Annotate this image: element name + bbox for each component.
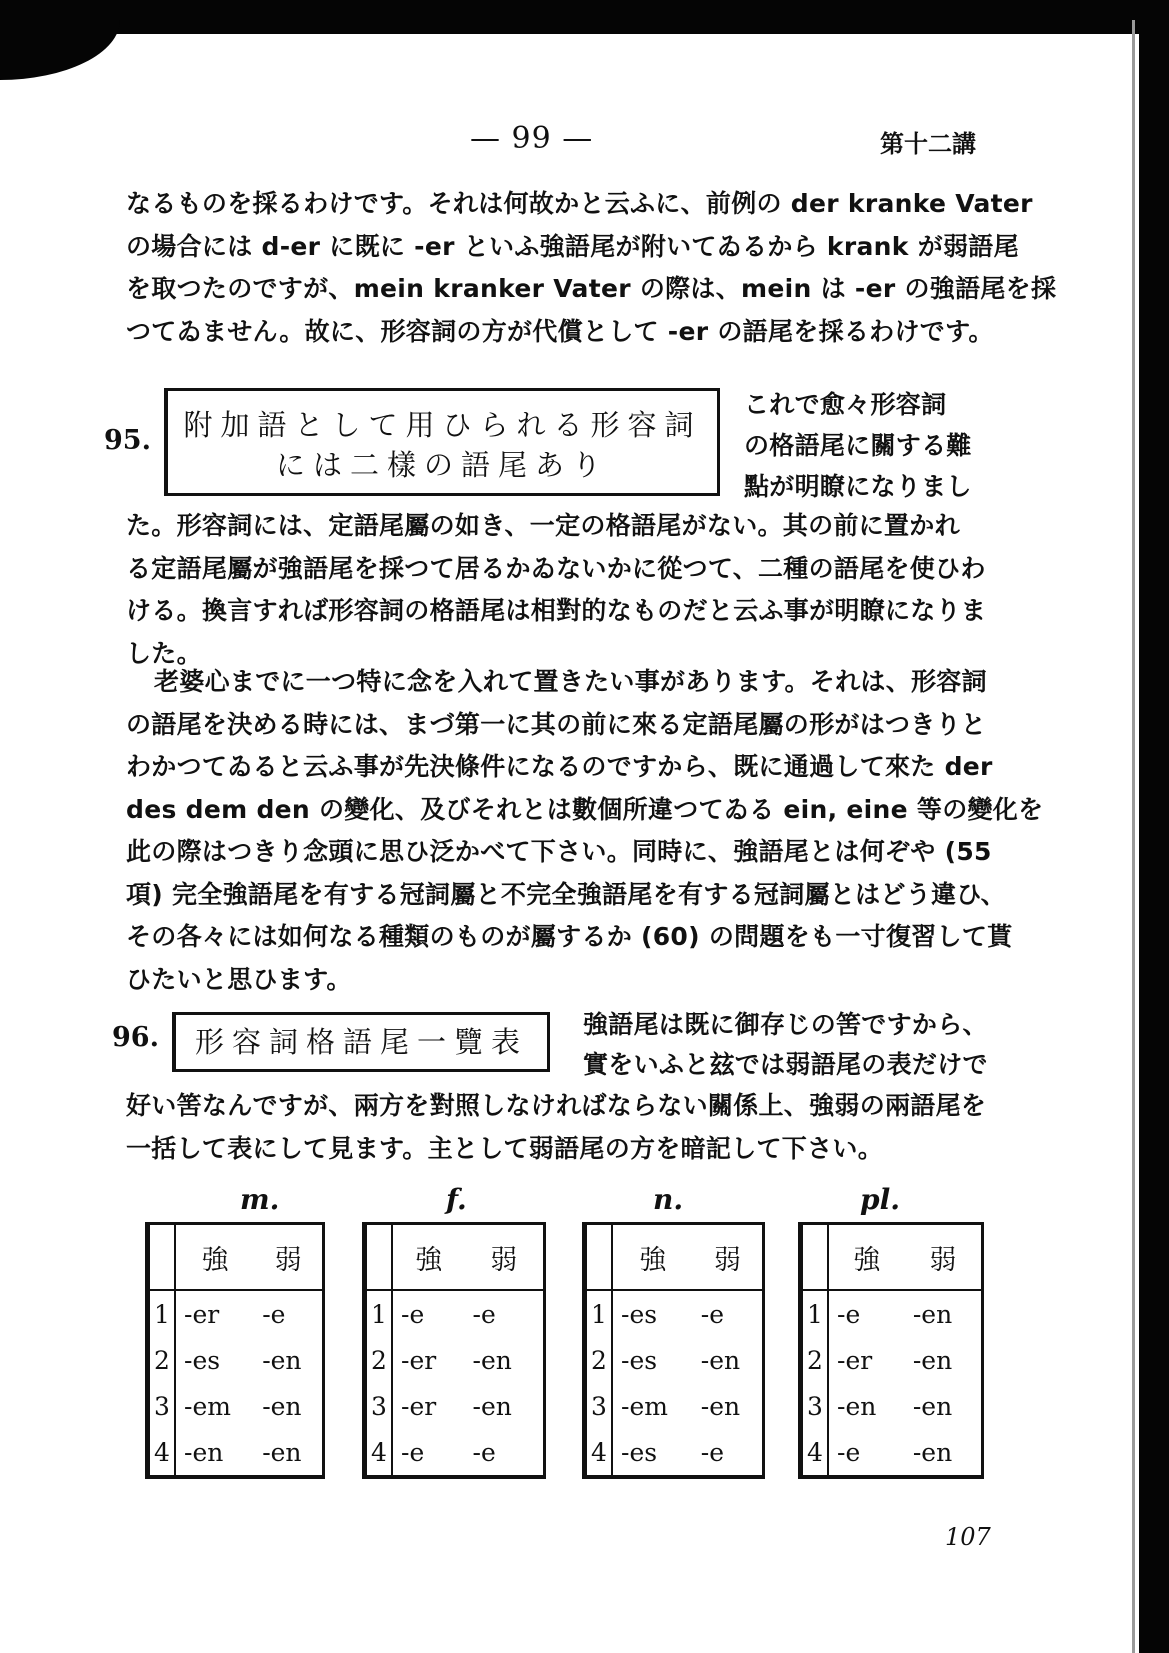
weak-header: 弱 (905, 1224, 983, 1291)
section-title-line: には二樣の語尾あり (275, 448, 609, 482)
section-number-95: 95. (104, 425, 151, 456)
table-row: 3 -em -en (148, 1383, 324, 1429)
declension-table-m (145, 1222, 325, 1479)
intro-paragraph (126, 183, 1056, 353)
weak-header: 弱 (693, 1224, 764, 1291)
table-row: 4 -e -e (365, 1429, 545, 1477)
table-row: 1 -es -e (585, 1290, 764, 1337)
declension-table-f (362, 1222, 546, 1479)
table-heading-pl: pl. (860, 1183, 900, 1216)
text-line: の語尾を決める時には、まづ第一に其の前に來る定語尾屬の形がはつきりと (126, 709, 987, 739)
section-95-paragraph-2 (126, 661, 1043, 1001)
table-row: 2 -es -en (148, 1337, 324, 1383)
section-96-body (126, 1085, 986, 1170)
table-row: 3 -em -en (585, 1383, 764, 1429)
text-line: 老婆心までに一つ特に念を入れて置きたい事があります。それは、形容詞 (154, 667, 987, 696)
table-row: 1 -e -e (365, 1290, 545, 1337)
text-line: を取つたのですが、mein kranker Vater の際は、mein は -er の強語尾を採 (126, 274, 1057, 303)
text-line: る定語尾屬が強語尾を採つて居るかゐないかに從つて、二種の語尾を使ひわ (126, 553, 986, 583)
text-line: 一括して表にして見ます。主として弱語尾の方を暗記して下さい。 (126, 1133, 884, 1163)
strong-header: 強 (612, 1224, 693, 1291)
table-row: 2 -er -en (365, 1337, 545, 1383)
text-line: des dem den の變化、及びそれとは數個所違つてゐる ein, eine 等の變化を (126, 794, 1044, 824)
text-line: の格語尾に關する難 (744, 431, 972, 460)
table-row: 1 -er -e (148, 1290, 324, 1337)
scan-corner-shadow (0, 20, 120, 80)
text-line: の場合には d-er に既に -er といふ強語尾が附いてゐるから krank が弱語尾 (126, 231, 1019, 261)
footer-page-number: 107 (945, 1523, 991, 1551)
strong-header: 強 (828, 1224, 905, 1291)
scan-edge-line (1132, 20, 1135, 1653)
text-line: わかつてゐると云ふ事が先決條件になるのですから、既に通過して來た der (126, 752, 993, 781)
text-line: 項) 完全強語尾を有する冠詞屬と不完全強語尾を有する冠詞屬とはどう違ひ、 (126, 879, 1006, 909)
section-95-title-box (164, 388, 720, 496)
strong-header: 強 (392, 1224, 465, 1291)
text-line: これで愈々形容詞 (744, 390, 947, 419)
running-page-number: — 99 — (470, 121, 594, 156)
text-line: 實をいふと玆では弱語尾の表だけで (583, 1050, 988, 1079)
table-row: 2 -er -en (801, 1337, 983, 1383)
text-line: ひたいと思ひます。 (126, 964, 352, 994)
section-title-line: 附加語として用ひられる形容詞 (183, 408, 702, 442)
section-95-side-text (744, 384, 972, 507)
section-number-96: 96. (112, 1022, 159, 1053)
table-row: 4 -es -e (585, 1429, 764, 1477)
weak-header: 弱 (254, 1224, 323, 1291)
table-row: 3 -er -en (365, 1383, 545, 1429)
table-heading-f: f. (446, 1183, 467, 1216)
text-line: 此の際はつきり念頭に思ひ泛かべて下さい。同時に、強語尾とは何ぞや (55 (126, 837, 992, 866)
table-row: 1 -e -en (801, 1290, 983, 1337)
text-line: なるものを採るわけです。それは何故かと云ふに、前例の der kranke Vater (126, 189, 1033, 218)
section-95-body (126, 505, 986, 675)
text-line: 點が明瞭になりまし (744, 472, 972, 501)
text-line: ける。換言すれば形容詞の格語尾は相對的なものだと云ふ事が明瞭になりま (126, 596, 987, 625)
section-title-line: 形容詞格語尾一覽表 (194, 1025, 528, 1059)
scan-border-right (1139, 0, 1169, 1653)
text-line: した。 (126, 638, 202, 668)
table-row: 4 -en -en (148, 1429, 324, 1477)
section-96-title-box (172, 1012, 550, 1072)
declension-table-n (582, 1222, 765, 1479)
table-heading-n: n. (653, 1183, 684, 1216)
declension-table-pl (798, 1222, 984, 1479)
section-96-side-text (583, 1005, 988, 1085)
table-row: 3 -en -en (801, 1383, 983, 1429)
text-line: その各々には如何なる種類のものが屬するか (60) の問題をも一寸復習して貰 (126, 922, 1013, 951)
text-line: 好い筈なんですが、兩方を對照しなければならない關係上、強弱の兩語尾を (126, 1091, 987, 1120)
scan-border-top (0, 0, 1169, 34)
text-line: つてゐません。故に、形容詞の方が代償として -er の語尾を採るわけです。 (126, 316, 994, 346)
weak-header: 弱 (465, 1224, 545, 1291)
strong-header: 強 (175, 1224, 254, 1291)
text-line: た。形容詞には、定語尾屬の如き、一定の格語尾がない。其の前に置かれ (126, 511, 960, 540)
lecture-title: 第十二講 (880, 130, 976, 158)
table-heading-m: m. (240, 1183, 280, 1216)
table-row: 4 -e -en (801, 1429, 983, 1477)
text-line: 強語尾は既に御存じの筈ですから、 (583, 1010, 988, 1039)
table-row: 2 -es -en (585, 1337, 764, 1383)
